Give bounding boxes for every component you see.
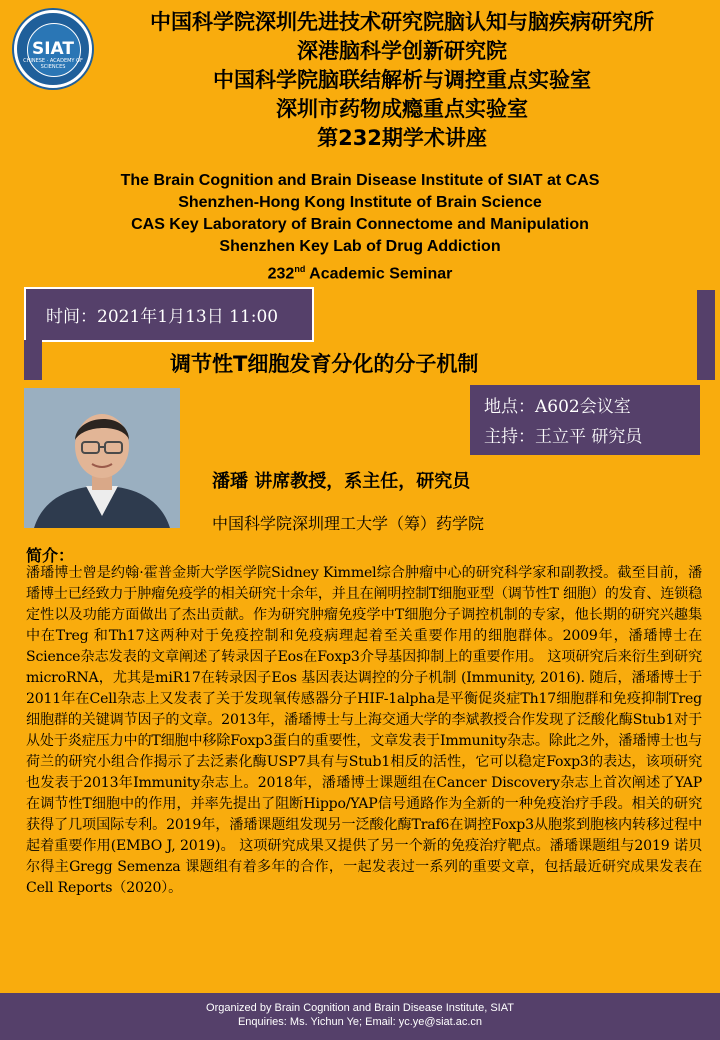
logo-abbr: SIAT — [31, 39, 74, 59]
en-title-seminar — [0, 258, 720, 285]
speaker-photo — [24, 388, 180, 528]
lecture-topic: 调节性T细胞发育分化的分子机制 — [170, 352, 479, 376]
venue-info — [484, 392, 642, 452]
intro-heading: 简介： — [26, 546, 75, 565]
en-title-hk-institute: Shenzhen-Hong Kong Institute of Brain Science — [178, 194, 542, 211]
en-title-key-lab: CAS Key Laboratory of Brain Connectome and Manipulation — [131, 216, 589, 233]
en-title-drug-lab: Shenzhen Key Lab of Drug Addiction — [219, 238, 501, 255]
seminar-number: 232 — [267, 265, 295, 283]
venue-host: 主持：王立平 研究员 — [484, 427, 643, 447]
footer — [0, 993, 720, 1040]
speaker-portrait-icon — [24, 388, 180, 528]
speaker-name-title: 潘璠 讲席教授，系主任，研究员 — [212, 471, 471, 492]
seminar-time: 时间：2021年1月13日 11:00 — [46, 307, 279, 327]
decor-bar-right — [697, 290, 715, 380]
en-title-institute: The Brain Cognition and Brain Disease Institute of SIAT at CAS — [120, 172, 600, 189]
footer-organizer: Organized by Brain Cognition and Brain Disease Institute, SIAT — [206, 1002, 514, 1014]
chinese-header — [92, 8, 712, 153]
footer-enquiries: Enquiries: Ms. Yichun Ye; Email: yc.ye@siat.ac.cn — [237, 1016, 483, 1028]
english-header — [0, 170, 720, 285]
cn-title-drug-lab: 深圳市药物成瘾重点实验室 — [276, 97, 528, 121]
cn-title-hk-institute: 深港脑科学创新研究院 — [297, 39, 507, 63]
logo-subtext: CHINESE · ACADEMY OF SCIENCES — [23, 58, 83, 70]
speaker-affiliation: 中国科学院深圳理工大学（筹）药学院 — [212, 514, 485, 533]
cn-title-seminar: 第232期学术讲座 — [317, 126, 487, 150]
seminar-label: Academic Seminar — [305, 265, 453, 283]
seminar-ordinal: nd — [294, 264, 306, 274]
cn-title-institute: 中国科学院深圳先进技术研究院脑认知与脑疾病研究所 — [150, 10, 654, 34]
cn-title-key-lab: 中国科学院脑联结解析与调控重点实验室 — [213, 68, 591, 92]
venue-location: 地点：A602会议室 — [484, 397, 631, 417]
siat-logo — [14, 10, 92, 88]
decor-bar-left — [24, 340, 42, 380]
intro-text: 潘璠博士曾是约翰·霍普金斯大学医学院Sidney Kimmel综合肿瘤中心的研究科学家和副教授。截至目前，潘璠博士已经致力于肿瘤免疫学的相关研究十余年，并且在阐明控制T细胞亚型（调节性T 细胞）的发育、连锁稳定性以及功能方面做出了杰出贡献。作为研究肿瘤免疫学中T细胞分子调控机制的专家，他长期的研究兴趣集中在Treg 和Th17这两种对于免疫控制和免疫病理起着至关重要作用的细胞群体。2009年，潘璠博士在Science杂志发表的文章阐述了转录因子Eos在Foxp3介导基因抑制上的重要作用。 这项研究后来衍生到研究microRNA，尤其是miR17在转录因子Eos 基因表达调控的分子机制 (Immunity, 2016). 随后，潘璠博士于2011年在Cell杂志上又发表了关于发现氧传感器分子HIF-1alpha是平衡促炎症Th17细胞群和免疫抑制Treg细胞群的关键调节因子的文章。2013年，潘璠博士与上海交通大学的李斌教授合作发现了泛酸化酶Stub1对于从处于炎症压力中的T细胞中移除Foxp3蛋白的重要性，文章发表于Immunity杂志。除此之外，潘璠博士也与荷兰的研究小组合作揭示了去泛素化酶USP7具有与Stub1相反的活性，它可以稳定Foxp3的表达，该项研究也发表于2013年Immunity杂志上。2018年，潘璠博士课题组在Cancer Discovery杂志上首次阐述了YAP在调节性T细胞中的作用，并率先提出了阻断Hippo/YAP信号通路作为全新的一种免疫治疗手段。相关的研究获得了几项国际专利。2019年，潘璠课题组发现另一泛酸化酶Traf6在调控Foxp3从胞浆到胞核内转移过程中起着重要作用(EMBO J, 2019)。 这项研究成果又提供了另一个新的免疫治疗靶点。潘璠课题组与2019 诺贝尔得主Gregg Semenza 课题组有着多年的合作，一起发表过一系列的重要文章，包括最近研究成果发表在Cell Reports（2020）。 — [26, 565, 702, 896]
